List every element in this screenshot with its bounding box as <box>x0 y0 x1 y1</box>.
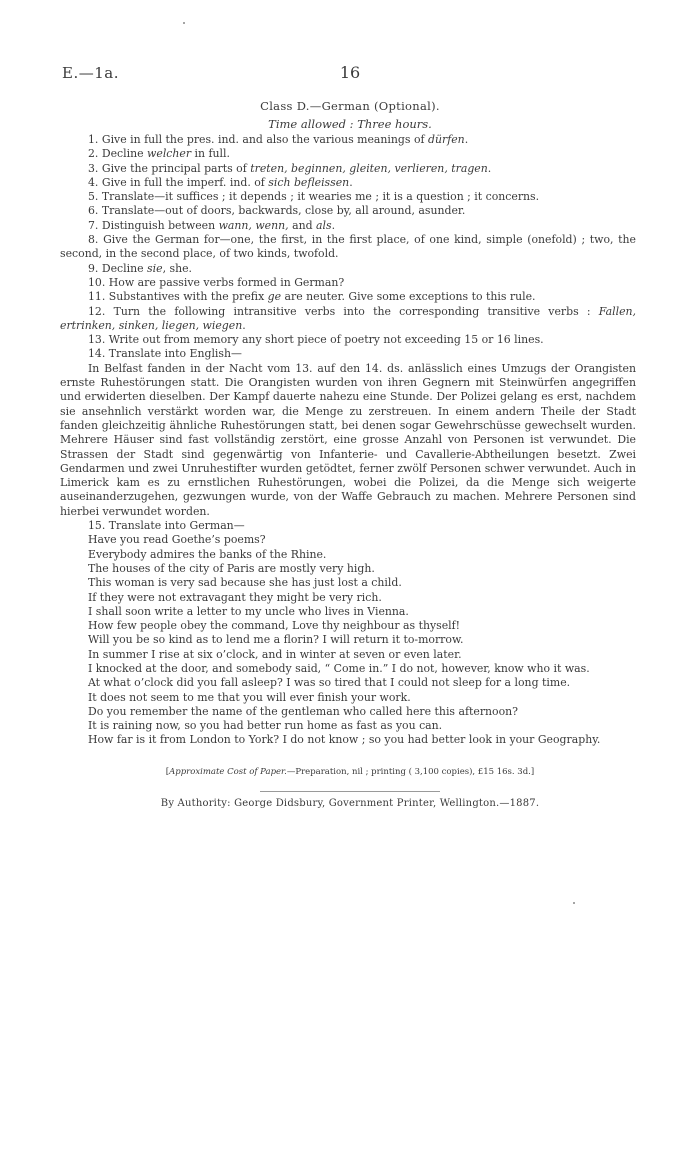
paper-code: E.—1a. <box>62 64 119 82</box>
print-speck <box>183 22 185 24</box>
question-item <box>60 276 636 290</box>
question-number: 15. <box>88 519 106 533</box>
question-text: Give the principal parts of <box>101 161 251 175</box>
question-text: . <box>242 318 246 332</box>
english-sentence: It is raining now, so you had better run home as fast as you can. <box>88 719 443 733</box>
question-item <box>60 190 636 204</box>
question-text: How are passive verbs formed in German? <box>108 275 345 289</box>
question-item <box>60 333 636 347</box>
question-term: wann, wenn, <box>218 218 289 232</box>
question-text: Distinguish between <box>101 218 219 232</box>
question-text: . <box>331 218 336 232</box>
question-number: 11. <box>88 290 106 304</box>
english-sentence: This woman is very sad because she has just lost a child. <box>88 576 402 590</box>
question-number: 7. <box>88 218 99 232</box>
english-sentence-last: How far is it from London to York? I do not know ; so you had better look in your Geography. <box>88 733 601 747</box>
question-term: treten, beginnen, gleiten, verlieren, tragen <box>250 161 488 175</box>
time-allowed: Time allowed : Three hours. <box>268 117 432 131</box>
question-item <box>60 262 636 276</box>
english-sentence: It does not seem to me that you will ever finish your work. <box>88 690 411 704</box>
question-number: 4. <box>88 175 99 189</box>
question-number: 2. <box>88 147 99 161</box>
question-item <box>60 204 636 218</box>
question-text: Give in full the imperf. ind. of <box>101 175 269 189</box>
question-text: Translate—out of doors, backwards, close by, all around, asunder. <box>101 204 466 218</box>
question-term: sich befleissen <box>268 175 350 189</box>
cost-text: —Preparation, nil ; printing ( 3,100 copies), £15 16s. 3d. <box>286 767 531 777</box>
question-text: in full. <box>191 147 230 161</box>
english-sentence: In summer I rise at six o’clock, and in winter at seven or even later. <box>88 647 462 661</box>
question-number: 3. <box>88 161 99 175</box>
question-item <box>60 347 636 361</box>
question-text: , she. <box>162 261 193 275</box>
question-text: Turn the following intransitive verbs into the corresponding transitive verbs : <box>113 304 599 318</box>
question-number: 5. <box>88 190 99 204</box>
question-number: 8. <box>88 233 99 247</box>
question-item <box>60 147 636 161</box>
question-number: 14. <box>88 347 106 361</box>
english-sentence: Have you read Goethe’s poems? <box>88 533 266 547</box>
exam-body <box>60 133 636 748</box>
question-item <box>60 305 636 334</box>
question-text: Give the German for—one, the first, in the first place, of one kind, simple (onefold) ; two, the second, in the second place, of two kinds, twofold. <box>60 233 636 261</box>
question-list <box>60 133 636 362</box>
cost-label: Approximate Cost of Paper. <box>169 767 287 777</box>
question-item <box>60 176 636 190</box>
question-term: welcher <box>147 147 192 161</box>
question-item <box>60 162 636 176</box>
question-text: Decline <box>101 147 148 161</box>
english-sentence: I knocked at the door, and somebody said, “ Come in.” I do not, however, know who it was. <box>88 661 590 675</box>
english-sentence: Will you be so kind as to lend me a florin? I will return it to-morrow. <box>88 633 464 647</box>
question-term: ge <box>267 290 282 304</box>
page-number: 16 <box>339 63 361 82</box>
english-sentence: The houses of the city of Paris are mostly very high. <box>88 561 375 575</box>
section-title: Class D.—German (Optional). <box>260 99 440 113</box>
english-sentence: If they were not extravagant they might be very rich. <box>88 590 382 604</box>
question-text: Translate into English— <box>108 347 242 361</box>
english-sentence-list <box>60 533 636 733</box>
english-sentence: At what o’clock did you fall asleep? I was so tired that I could not sleep for a long time. <box>88 676 571 690</box>
question-text: Translate into German— <box>108 519 245 533</box>
question-number: 1. <box>88 133 99 146</box>
english-sentence: I shall soon write a letter to my uncle who lives in Vienna. <box>88 604 409 618</box>
question-number: 6. <box>88 204 99 218</box>
question-text: Write out from memory any short piece of poetry not exceeding 15 or 16 lines. <box>108 333 544 347</box>
divider-rule <box>260 791 440 792</box>
english-sentence: How few people obey the command, Love thy neighbour as thyself! <box>88 619 461 633</box>
question-term: dürfen <box>428 133 465 146</box>
printer-authority: By Authority: George Didsbury, Government Printer, Wellington.—1887. <box>160 798 540 809</box>
question-term: Fallen, ertrinken, sinken, liegen, wiegen <box>60 304 636 332</box>
question-number: 13. <box>88 333 106 347</box>
question-item <box>60 219 636 233</box>
print-speck <box>573 902 575 904</box>
question-term: als <box>316 218 332 232</box>
english-sentence: Do you remember the name of the gentleman who called here this afternoon? <box>88 704 519 718</box>
question-number: 10. <box>88 275 106 289</box>
question-15 <box>60 519 636 533</box>
question-number: 12. <box>88 304 106 318</box>
question-text: and <box>288 218 317 232</box>
question-item <box>60 290 636 304</box>
question-text: Translate—it suffices ; it depends ; it wearies me ; it is a question ; it concerns. <box>101 190 540 204</box>
cost-of-paper: [Approximate Cost of Paper.—Preparation, nil ; printing ( 3,100 copies), £15 16s. 3d.] <box>165 767 535 777</box>
question-text: . <box>487 161 492 175</box>
question-text: are neuter. Give some exceptions to this rule. <box>281 290 536 304</box>
question-text: Give in full the pres. ind. and also the various meanings of <box>101 133 428 146</box>
question-item <box>60 233 636 262</box>
question-text: Substantives with the prefix <box>108 290 268 304</box>
question-text: . <box>464 133 469 146</box>
german-passage: In Belfast fanden in der Nacht vom 13. auf den 14. ds. anlässlich eines Umzugs der Orangisten ernste Ruhestörungen statt. Die Orangisten wurden von ihren Gegnern mit Steinwürfen angegriffen und erwiderten dieselben. Der Kampf dauerte nahezu eine Stunde. Der Polizei gelang es erst, nachdem sie ansehnlich verstärkt worden war, die Menge zu zerstreuen. In einem andern Theile der Stadt fanden gleichzeitig ähnliche Ruhestörungen statt, bei denen sogar Gewehrschüsse gewechselt wurden. Mehrere Häuser sind fast vollständig zerstört, eine grosse Anzahl von Personen ist verwundet. Die Strassen der Stadt sind gegenwärtig von Infanterie- und Cavallerie-Abtheilungen besetzt. Zwei Gendarmen und zwei Unruhestifter wurden getödtet, ferner zwölf Personen schwer verwundet. Auch in Limerick kam es zu ernstlichen Ruhestörungen, wobei die Polizei, da die Menge sich weigerte auseinanderzugehen, gezwungen wurde, von der Waffe Gebrauch zu machen. Mehrere Personen sind hierbei verwundet worden. <box>60 361 636 518</box>
question-item <box>60 133 636 147</box>
question-term: sie <box>147 261 163 275</box>
question-text: . <box>349 175 353 189</box>
question-number: 9. <box>88 261 99 275</box>
question-text: Decline <box>101 261 148 275</box>
english-sentence: Everybody admires the banks of the Rhine. <box>88 547 327 561</box>
